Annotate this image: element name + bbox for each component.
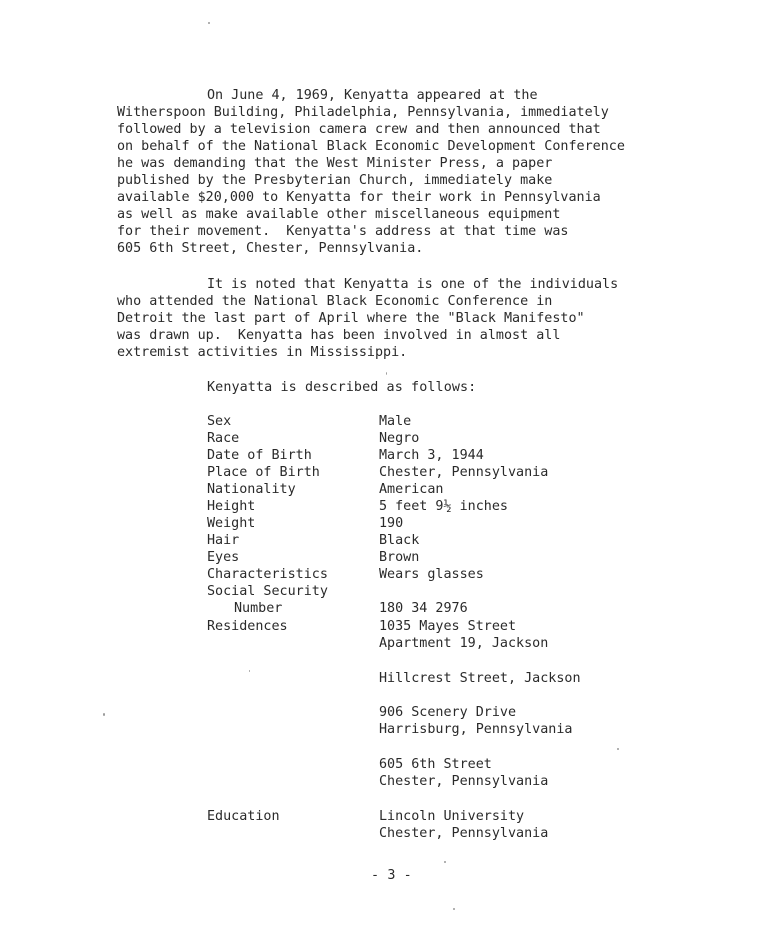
description-row-social-security-number xyxy=(207,600,667,617)
field-value: Black xyxy=(379,533,420,548)
field-label: Height xyxy=(207,499,256,514)
field-label: Number xyxy=(234,601,283,616)
residence-line: 1035 Mayes Street xyxy=(379,619,517,634)
field-label: Hair xyxy=(207,533,240,548)
paragraph-line: was drawn up. Kenyatta has been involved in almost all xyxy=(117,328,561,343)
field-value: Male xyxy=(379,414,412,429)
scan-speck xyxy=(386,372,387,375)
residence-row xyxy=(207,721,667,738)
scan-speck xyxy=(453,908,455,910)
field-value: 5 feet 9½ inches xyxy=(379,499,508,514)
residence-line: Apartment 19, Jackson xyxy=(379,636,549,651)
field-value: 190 xyxy=(379,516,404,531)
paragraph-line: published by the Presbyterian Church, immediately make xyxy=(117,173,553,188)
paragraph-line: as well as make available other miscellaneous equipment xyxy=(117,207,561,222)
paragraph-black-manifesto xyxy=(117,276,618,361)
field-label: Residences xyxy=(207,619,288,634)
residence-line: Chester, Pennsylvania xyxy=(379,774,549,789)
field-label: Eyes xyxy=(207,550,240,565)
paragraph-line: he was demanding that the West Minister Press, a paper xyxy=(117,156,553,171)
description-row-residences xyxy=(207,618,667,635)
paragraph-line: On June 4, 1969, Kenyatta appeared at the xyxy=(207,88,538,103)
description-row-social-security xyxy=(207,583,667,600)
paragraph-line: Witherspoon Building, Philadelphia, Pennsylvania, immediately xyxy=(117,105,609,120)
description-row-weight xyxy=(207,515,667,532)
field-label: Nationality xyxy=(207,482,296,497)
scan-speck xyxy=(103,713,105,716)
description-row-sex xyxy=(207,413,667,430)
residence-line: Harrisburg, Pennsylvania xyxy=(379,722,573,737)
paragraph-line: for their movement. Kenyatta's address at that time was xyxy=(117,224,569,239)
field-value: 180 34 2976 xyxy=(379,601,468,616)
residence-row xyxy=(207,670,667,687)
paragraph-line: extremist activities in Mississippi. xyxy=(117,345,408,360)
field-value: Chester, Pennsylvania xyxy=(379,826,549,841)
page-number: - 3 - xyxy=(371,868,412,883)
paragraph-june-4-1969 xyxy=(117,87,625,257)
description-row-race xyxy=(207,430,667,447)
field-label: Weight xyxy=(207,516,256,531)
field-label: Place of Birth xyxy=(207,465,320,480)
education-row xyxy=(207,825,667,842)
description-row-date-of-birth xyxy=(207,447,667,464)
field-label: Education xyxy=(207,809,280,824)
description-row-height xyxy=(207,498,667,515)
description-row-eyes xyxy=(207,549,667,566)
description-row-education xyxy=(207,808,667,825)
residence-line: Hillcrest Street, Jackson xyxy=(379,671,581,686)
field-value: Chester, Pennsylvania xyxy=(379,465,549,480)
paragraph-line: It is noted that Kenyatta is one of the individuals xyxy=(207,277,619,292)
scan-speck xyxy=(617,748,619,750)
residence-row xyxy=(207,773,667,790)
field-label: Race xyxy=(207,431,240,446)
field-value: March 3, 1944 xyxy=(379,448,484,463)
paragraph-line: 605 6th Street, Chester, Pennsylvania. xyxy=(117,241,424,256)
paragraph-line: Detroit the last part of April where the "Black Manifesto" xyxy=(117,311,585,326)
residence-row xyxy=(207,635,667,652)
residence-line: 605 6th Street xyxy=(379,757,492,772)
field-value: American xyxy=(379,482,444,497)
field-label: Characteristics xyxy=(207,567,328,582)
residence-row xyxy=(207,704,667,721)
description-intro: Kenyatta is described as follows: xyxy=(207,380,477,395)
field-label: Social Security xyxy=(207,584,328,599)
residence-row xyxy=(207,756,667,773)
paragraph-line: followed by a television camera crew and then announced that xyxy=(117,122,601,137)
scan-speck xyxy=(444,861,446,863)
residence-line: 906 Scenery Drive xyxy=(379,705,517,720)
description-row-characteristics xyxy=(207,566,667,583)
field-value: Lincoln University xyxy=(379,809,525,824)
field-value: Brown xyxy=(379,550,420,565)
paragraph-line: available $20,000 to Kenyatta for their work in Pennsylvania xyxy=(117,190,601,205)
field-label: Date of Birth xyxy=(207,448,312,463)
field-value: Negro xyxy=(379,431,420,446)
field-value: Wears glasses xyxy=(379,567,484,582)
description-row-hair xyxy=(207,532,667,549)
paragraph-line: who attended the National Black Economic Conference in xyxy=(117,294,553,309)
scan-speck xyxy=(208,22,210,24)
description-row-nationality xyxy=(207,481,667,498)
scan-speck xyxy=(249,670,250,672)
field-label: Sex xyxy=(207,414,232,429)
description-row-place-of-birth xyxy=(207,464,667,481)
paragraph-line: on behalf of the National Black Economic Development Conference xyxy=(117,139,625,154)
